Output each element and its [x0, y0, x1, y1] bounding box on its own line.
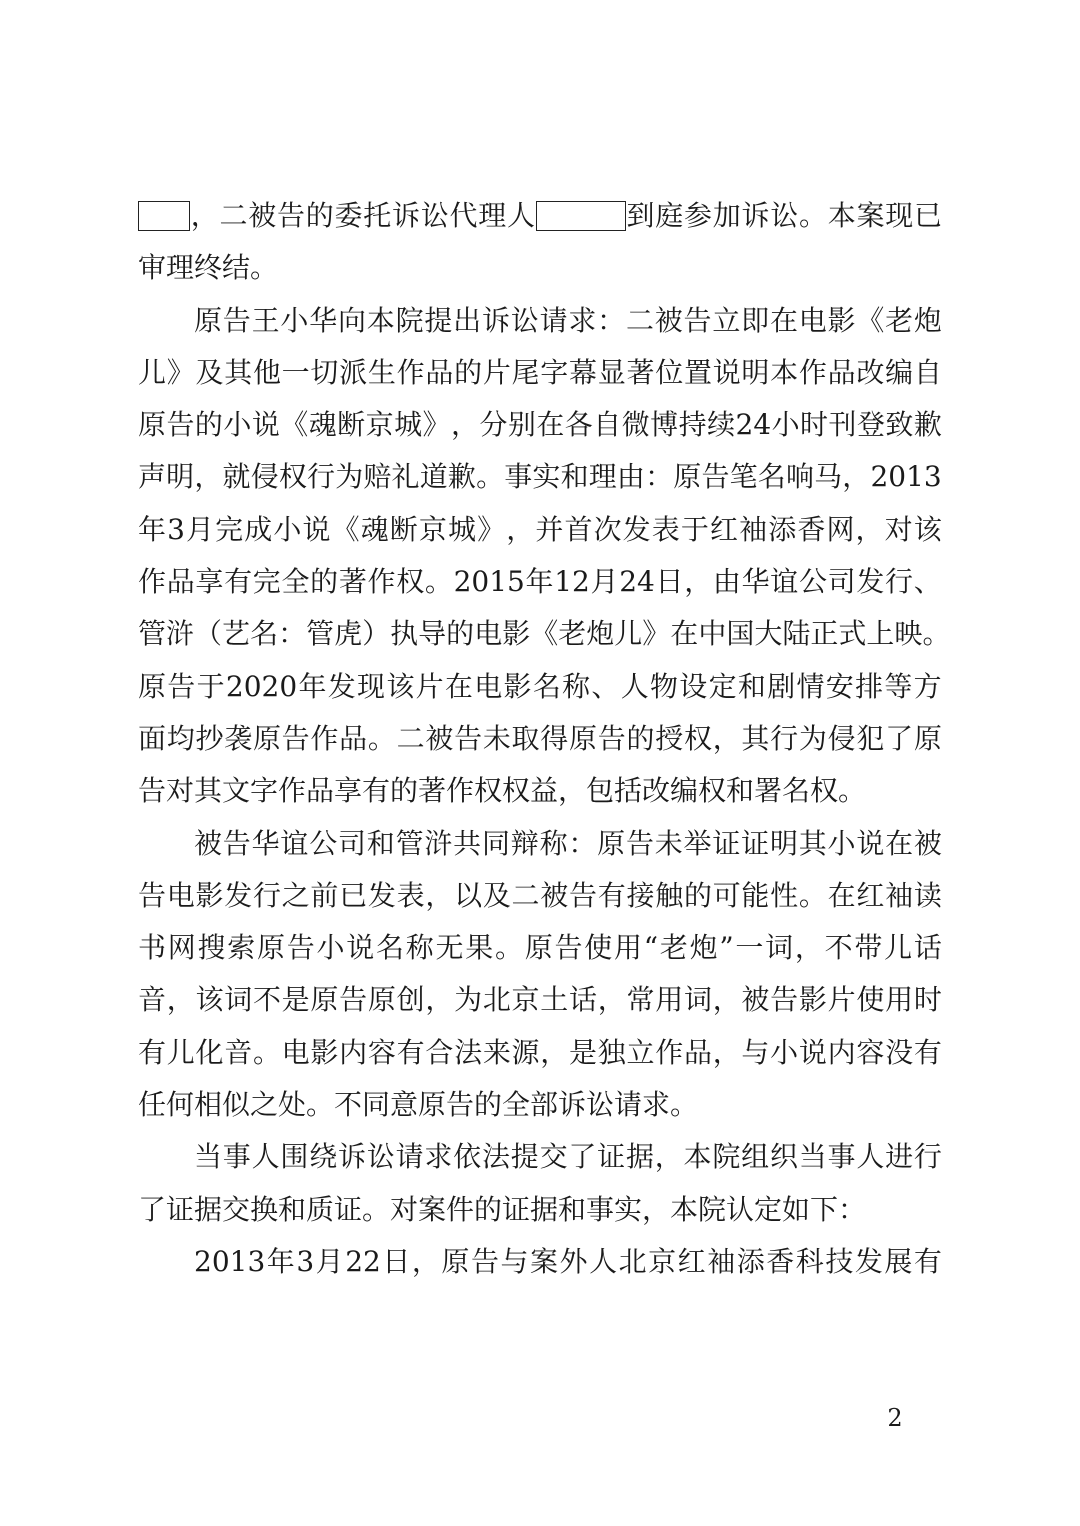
text-line: [138, 242, 942, 294]
text-run: 告对其文字作品享有的著作权权益，包括改编权和署名权。: [138, 774, 867, 808]
text-line: 当 事 人 围 绕 诉 讼 请 求 依 法 提 交 了 证 据 ， 本 院 组 织 当 事 人 进 行: [194, 1140, 942, 1174]
page-number: 2: [887, 1404, 903, 1432]
text-line: 作 品 享 有 完 全 的 著 作 权 。 2015 年 12 月 24 日 ， 由 华 谊 公 司 发 行 、: [138, 565, 942, 599]
redacted-name-box: [536, 201, 626, 231]
text-line: 年 3 月 完 成 小 说 《 魂 断 京 城 》 ， 并 首 次 发 表 于 红 袖 添 香 网 ， 对 该: [138, 512, 942, 546]
text-line: 书 网 搜 索 原 告 小 说 名 称 无 果 。 原 告 使 用 “ 老 炮 ” 一 词 ， 不 带 儿 话: [138, 931, 942, 965]
judgment-body-text: [138, 190, 951, 1288]
text-line: 告 电 影 发 行 之 前 已 发 表 ， 以 及 二 被 告 有 接 触 的 可 能 性 。 在 红 袖 读: [138, 878, 942, 912]
text-line: 2013 年 3 月 22 日 ， 原 告 与 案 外 人 北 京 红 袖 添 香 科 技 发 展 有: [194, 1244, 942, 1278]
text-line: 音 ， 该 词 不 是 原 告 原 创 ， 为 北 京 土 话 ， 常 用 词 ， 被 告 影 片 使 用 时: [138, 983, 942, 1017]
text-line: 被 告 华 谊 公 司 和 管 浒 共 同 辩 称 ： 原 告 未 举 证 证 明 其 小 说 在 被: [194, 826, 942, 860]
text-line: 声 明 ， 就 侵 权 行 为 赔 礼 道 歉 。 事 实 和 理 由 ： 原 告 笔 名 响 马 ， 2013: [138, 460, 942, 494]
text-line: 管 浒 （ 艺 名 ： 管 虎 ） 执 导 的 电 影 《 老 炮 儿 》 在 中 国 大 陆 正 式 上 映 。: [138, 617, 951, 651]
text-run: 审理终结。: [138, 251, 279, 285]
text-line: 原 告 王 小 华 向 本 院 提 出 诉 讼 请 求 ： 二 被 告 立 即 在 电 影 《 老 炮: [194, 303, 942, 337]
text-line: [138, 1184, 942, 1236]
text-line: 面 均 抄 袭 原 告 作 品 。 二 被 告 未 取 得 原 告 的 授 权 ， 其 行 为 侵 犯 了 原: [138, 721, 942, 755]
text-line: ， 二 被 告 的 委 托 诉 讼 代 理 人 到 庭 参 加 诉 讼 。 本 案 现 已: [138, 190, 942, 242]
text-line: 有 儿 化 音 。 电 影 内 容 有 合 法 来 源 ， 是 独 立 作 品 ， 与 小 说 内 容 没 有: [138, 1035, 942, 1069]
text-line: [138, 765, 942, 817]
text-run: 任何相似之处。不同意原告的全部诉讼请求。: [138, 1088, 699, 1122]
text-line: 儿 》 及 其 他 一 切 派 生 作 品 的 片 尾 字 幕 显 著 位 置 说 明 本 作 品 改 编 自: [138, 355, 942, 389]
text-line: [138, 1079, 942, 1131]
redacted-name-box: [138, 201, 190, 231]
text-line: 原 告 的 小 说 《 魂 断 京 城 》 ， 分 别 在 各 自 微 博 持 续 24 小 时 刊 登 致 歉: [138, 408, 942, 442]
text-run: 了证据交换和质证。对案件的证据和事实，本院认定如下：: [138, 1192, 867, 1226]
text-line: 原 告 于 2020 年 发 现 该 片 在 电 影 名 称 、 人 物 设 定 和 剧 情 安 排 等 方: [138, 669, 942, 703]
